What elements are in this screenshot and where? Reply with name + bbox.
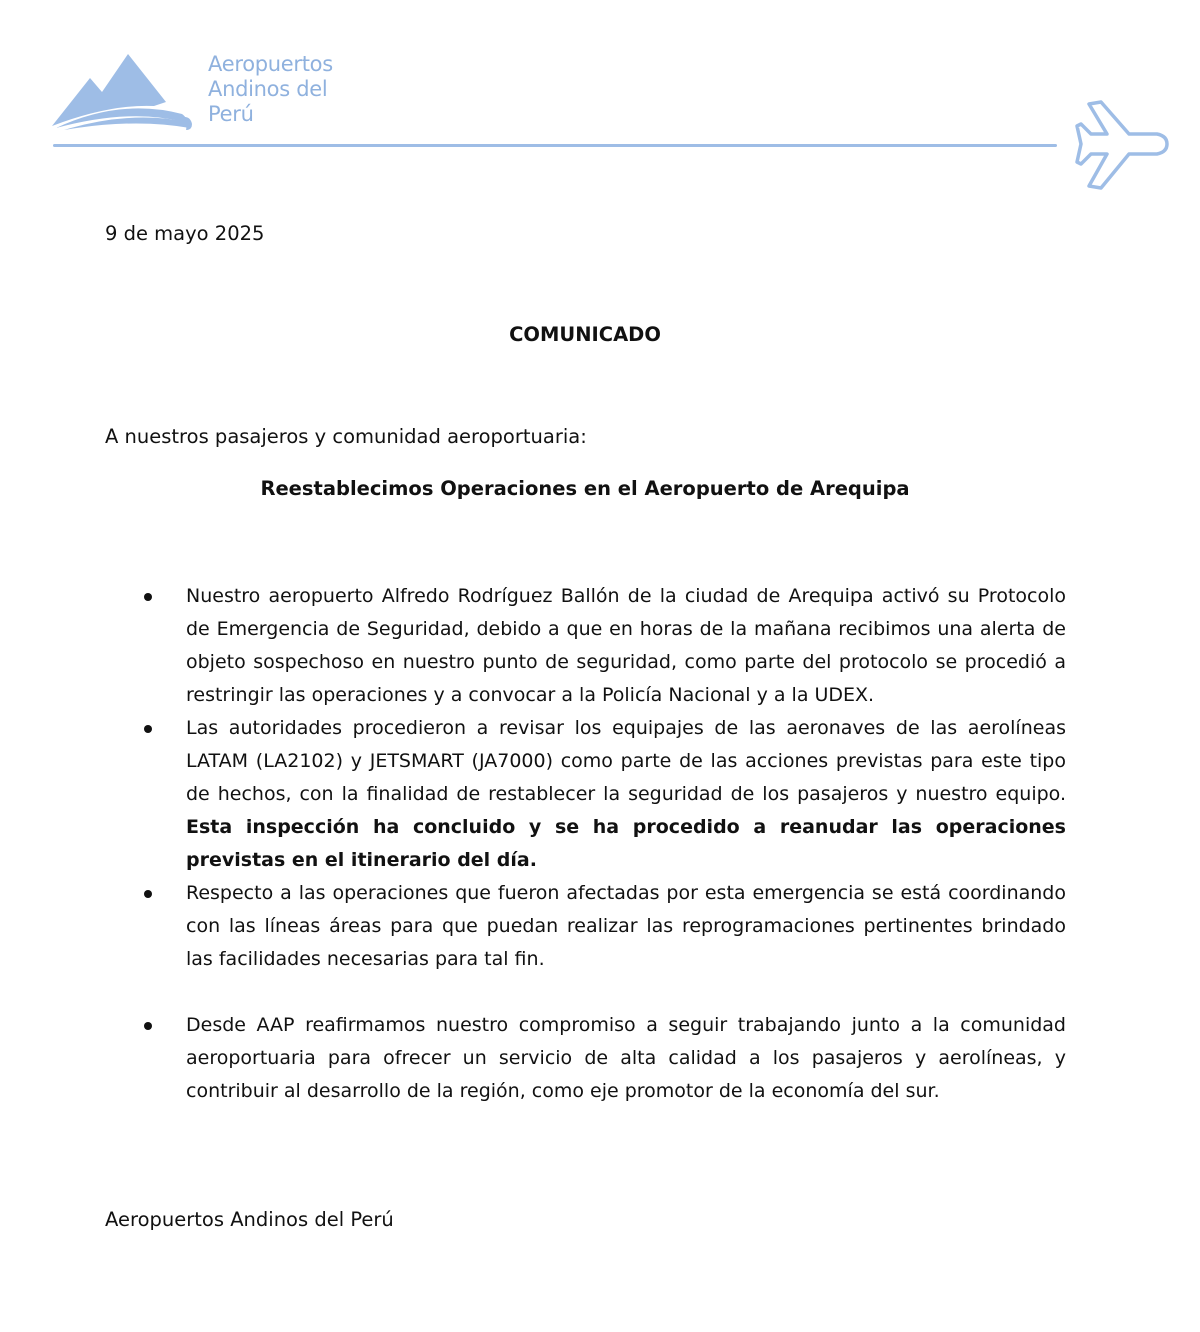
- bullet-list: [186, 580, 1066, 1108]
- bullet-icon: [144, 890, 152, 898]
- document-date: 9 de mayo 2025: [105, 222, 265, 245]
- bullet-icon: [144, 725, 152, 733]
- brand-line-3: Perú: [208, 102, 254, 126]
- airplane-icon: [1073, 98, 1171, 194]
- signature: Aeropuertos Andinos del Perú: [105, 1208, 394, 1231]
- letterhead: [0, 0, 1200, 200]
- list-item: [186, 580, 1066, 712]
- bullet-text: Las autoridades procedieron a revisar los equipajes de las aeronaves de las aerolíneas LATAM (LA2102) y JETSMART (JA7000) como parte de las acciones previstas para este tipo de hechos, con la finalidad de restablecer la seguridad de los pasajeros y nuestro equipo.: [186, 717, 1066, 805]
- greeting: A nuestros pasajeros y comunidad aeroportuaria:: [105, 425, 587, 448]
- brand-line-1: Aeropuertos: [208, 52, 333, 76]
- list-item: [186, 712, 1066, 877]
- bullet-text: Nuestro aeropuerto Alfredo Rodríguez Ballón de la ciudad de Arequipa activó su Protocolo de Emergencia de Seguridad, debido a que en horas de la mañana recibimos una alerta de objeto sospechoso en nuestro punto de seguridad, como parte del protocolo se procedió a restringir las operaciones y a convocar a la Policía Nacional y a la UDEX.: [186, 585, 1066, 706]
- header-divider: [53, 144, 1057, 147]
- list-item: [186, 1009, 1066, 1108]
- brand-name: [208, 52, 333, 127]
- bullet-icon: [144, 1022, 152, 1030]
- mountain-icon: [50, 48, 195, 132]
- document-subtitle: Reestablecimos Operaciones en el Aeropuerto de Arequipa: [260, 477, 910, 500]
- bullet-bold-text: Esta inspección ha concluido y se ha procedido a reanudar las operaciones previstas en el itinerario del día.: [186, 816, 1066, 871]
- bullet-text: Respecto a las operaciones que fueron afectadas por esta emergencia se está coordinando con las líneas áreas para que puedan realizar las reprogramaciones pertinentes brindado las facilidades necesarias para tal fin.: [186, 882, 1066, 970]
- brand-line-2: Andinos del: [208, 77, 328, 101]
- bullet-text: Desde AAP reafirmamos nuestro compromiso a seguir trabajando junto a la comunidad aeroportuaria para ofrecer un servicio de alta calidad a los pasajeros y aerolíneas, y contribuir al desarrollo de la región, como eje promotor de la economía del sur.: [186, 1014, 1066, 1102]
- document-heading: COMUNICADO: [509, 323, 661, 346]
- list-item: [186, 877, 1066, 976]
- bullet-icon: [144, 593, 152, 601]
